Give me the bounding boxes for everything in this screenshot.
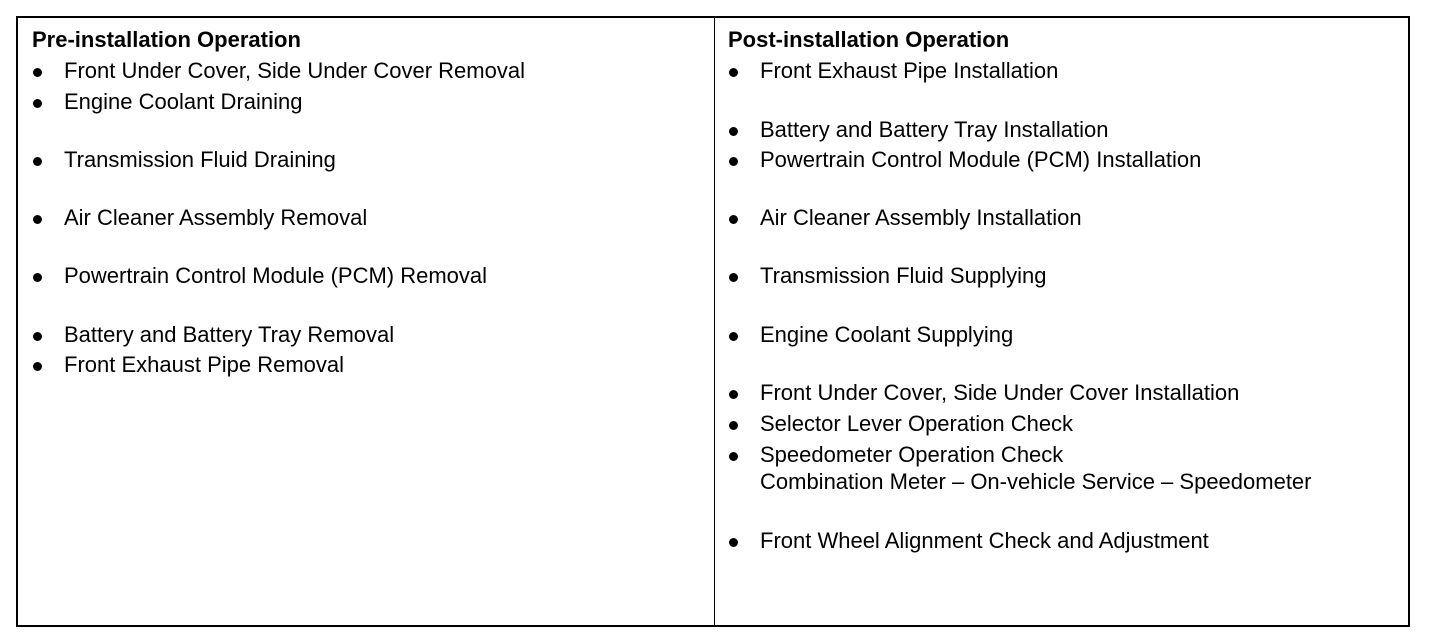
list-item-text: Speedometer Operation Check [760, 442, 1064, 467]
list-item-text: Front Under Cover, Side Under Cover Installation [760, 380, 1240, 405]
list-item-text: Air Cleaner Assembly Removal [64, 205, 368, 230]
list-item-text: Transmission Fluid Draining [64, 147, 336, 172]
list-item-text: Powertrain Control Module (PCM) Installation [760, 147, 1202, 172]
pre-installation-column [18, 18, 714, 625]
list-item-text: Front Wheel Alignment Check and Adjustment [760, 528, 1209, 553]
bullet-icon [33, 362, 42, 371]
list-item-text: Transmission Fluid Supplying [760, 263, 1047, 288]
bullet-icon [729, 157, 738, 166]
list-item-text: Engine Coolant Draining [64, 89, 303, 114]
bullet-icon [729, 390, 738, 399]
bullet-icon [33, 273, 42, 282]
bullet-icon [729, 68, 738, 77]
list-item-text: Engine Coolant Supplying [760, 322, 1014, 347]
bullet-icon [33, 157, 42, 166]
list-item-text: Front Exhaust Pipe Removal [64, 352, 345, 377]
bullet-icon [729, 215, 738, 224]
bullet-icon [33, 68, 42, 77]
list-item-text: Air Cleaner Assembly Installation [760, 205, 1082, 230]
pre-installation-heading: Pre-installation Operation [32, 27, 301, 52]
list-item-text: Selector Lever Operation Check [760, 411, 1074, 436]
list-item-text: Battery and Battery Tray Installation [760, 117, 1109, 142]
list-item-text: Front Under Cover, Side Under Cover Removal [64, 58, 525, 83]
bullet-icon [33, 215, 42, 224]
list-item-text: Front Exhaust Pipe Installation [760, 58, 1059, 83]
bullet-icon [729, 452, 738, 461]
list-item-text: Powertrain Control Module (PCM) Removal [64, 263, 488, 288]
list-item-text: Battery and Battery Tray Removal [64, 322, 395, 347]
operations-table [16, 16, 1410, 627]
post-installation-heading: Post-installation Operation [728, 27, 1010, 52]
speedometer-reference: Combination Meter – On-vehicle Service – Speedometer [760, 469, 1312, 494]
bullet-icon [33, 332, 42, 341]
post-installation-column [715, 18, 1408, 625]
bullet-icon [729, 273, 738, 282]
bullet-icon [729, 332, 738, 341]
bullet-icon [729, 421, 738, 430]
bullet-icon [33, 99, 42, 108]
bullet-icon [729, 127, 738, 136]
bullet-icon [729, 538, 738, 547]
